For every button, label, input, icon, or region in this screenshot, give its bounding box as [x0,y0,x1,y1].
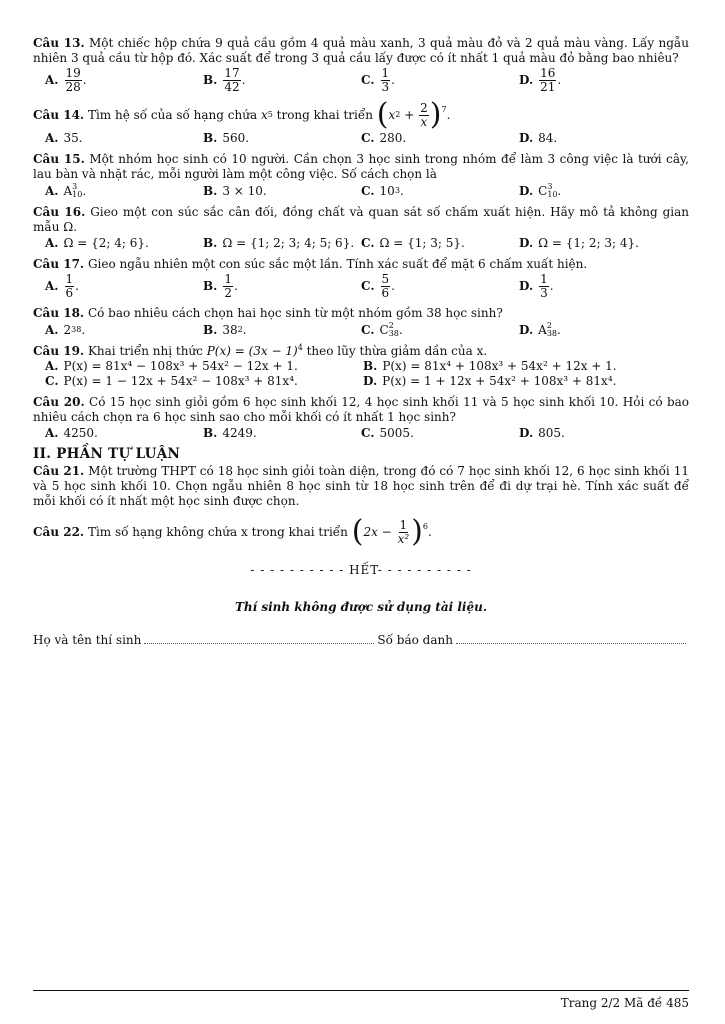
option-b[interactable]: B. $\frac{17}{42}$ . [203,66,246,94]
option-b[interactable]: B. 560. [203,131,250,145]
options [33,131,689,146]
question-text: Tìm hệ số của số hạng chứa [87,107,258,122]
question-17 [33,257,689,300]
question-14: Câu 14. Tìm hệ số của số hạng chứa x 5 trong khai triển ( x 2 + $\frac{2}{x}$ ) 7 . A. 35. B. 560. C. 280. D. 84. [33,100,689,146]
question-number: Câu 22. [33,524,85,539]
option-c[interactable]: C. 10 3 . [361,183,404,198]
section-heading: II. PHẦN TỰ LUẬN [33,446,181,462]
option-c[interactable]: C. 280. [361,131,407,145]
question-18 [33,306,689,338]
option-c[interactable]: C. 5005. [361,426,414,440]
question-number: Câu 14. [33,107,85,122]
question-number: Câu 17. [33,257,85,271]
option-a[interactable]: A. $\frac{19}{28}$ . [45,66,87,94]
options [33,359,689,389]
options [33,322,689,338]
question-21 [33,464,689,509]
option-c[interactable]: C. Ω = {1; 3; 5}. [361,236,465,250]
option-b[interactable]: B. 38 2 . [203,322,247,337]
question-text: Một trường THPT có 18 học sinh giỏi toàn diện, trong đó có 7 học sinh khối 12, 6 học sinh khối 11 và 5 học sinh khối 10. Chọn ngẫu nhiên 8 học sinh từ 18 học sinh trên để đi dự trại hè. Tính xác suất để mỗi khối có ít nhất một học sinh được chọn. [33,464,689,508]
binomial-expression: ( 2x − $\frac{1}{\text{x²}}$ ) 6 . [351,514,432,549]
fraction: $\frac{1}{3}$ [381,66,390,94]
option-d[interactable]: D. Ω = {1; 2; 3; 4}. [519,236,639,250]
question-number: Câu 15. [33,152,85,166]
id-label: Số báo danh [377,633,453,647]
option-d[interactable]: D. $\frac{1}{3}$ . [519,272,554,300]
question-number: Câu 16. [33,205,86,219]
exam-note: Thí sinh không được sử dụng tài liệu. [234,600,488,614]
question-number: Câu 18. [33,306,85,320]
candidate-info [33,633,689,648]
question-number: Câu 13. [33,36,85,50]
option-c[interactable]: C. $\frac{1}{3}$ . [361,66,395,94]
fraction: $\frac{16}{21}$ [540,66,556,94]
question-text: Có bao nhiêu cách chọn hai học sinh từ một nhóm gồm 38 học sinh? [87,306,503,320]
option-a[interactable]: A. A 3 10 . [45,182,87,199]
option-c[interactable]: C. $\frac{5}{6}$ . [361,272,395,300]
option-d[interactable]: D. A 2 38 . [519,321,561,338]
options [33,273,689,300]
option-c[interactable]: C. P(x) = 1 − 12x + 54x² − 108x³ + 81x⁴. [45,374,298,388]
question-22 [33,514,689,549]
question-19: Câu 19. Khai triển nhị thức $P(x) = (3x - 1)^4$ theo lũy thừa giảm dần của x. A. P(x) = 81x⁴ − 108x³ + 54x² − 12x + 1. B. P(x) = 81x⁴ + 108x³ + 54x² + 12x + 1. C. P(x) = 1 − 12x + 54x² − 108x³ + 81x⁴. D. P(x) = 1 + 12x + 54x² + 108x³ + 81x⁴. [33,344,689,389]
question-text: Tìm số hạng không chứa x trong khai triển [87,524,348,539]
option-d[interactable]: D. P(x) = 1 + 12x + 54x² + 108x³ + 81x⁴. [363,374,617,388]
question-text: Gieo ngẫu nhiên một con súc sắc một lần. Tính xác suất để mặt 6 chấm xuất hiện. [87,257,588,271]
option-d[interactable]: D. 805. [519,426,565,440]
question-text: Gieo một con súc sắc cân đối, đồng chất và quan sát số chấm xuất hiện. Hãy mô tả không gian mẫu Ω. [33,205,689,234]
option-b[interactable]: B. Ω = {1; 2; 3; 4; 5; 6}. [203,236,355,250]
option-a[interactable]: A. 35. [45,131,83,145]
option-a[interactable]: A. P(x) = 81x⁴ − 108x³ + 54x² − 12x + 1. [45,359,298,373]
options [33,67,689,94]
option-a[interactable]: A. 4250. [45,426,98,440]
exam-page [33,36,689,648]
option-a[interactable]: A. $\frac{1}{6}$ . [45,272,79,300]
fraction: $\frac{19}{28}$ [65,66,81,94]
question-20 [33,395,689,441]
footer-rule [33,990,689,991]
option-a[interactable]: A. 2 38 . [45,322,86,337]
name-field[interactable] [144,633,374,644]
question-number: Câu 19. [33,344,85,358]
option-d[interactable]: D. $\frac{16}{21}$ . [519,66,562,94]
end-marker: - - - - - - - - - - HẾT- - - - - - - - - - [250,563,472,577]
question-text: Có 15 học sinh giỏi gồm 6 học sinh khối 12, 4 học sinh khối 11 và 5 học sinh khối 10. Hỏi có bao nhiêu cách chọn ra 6 học sinh sao cho mỗi khối có ít nhất 1 học sinh? [33,395,690,424]
option-b[interactable]: B. 4249. [203,426,257,440]
options [33,183,689,199]
question-number: Câu 21. [33,464,85,478]
option-b[interactable]: B. 3 × 10. [203,183,267,198]
question-13 [33,36,689,94]
option-d[interactable]: D. 84. [519,131,558,145]
options [33,236,689,251]
question-number: Câu 20. [33,395,85,409]
options [33,426,689,441]
question-text: Một nhóm học sinh có 10 người. Cần chọn 3 học sinh trong nhóm để làm 3 công việc là tưới cây, lau bàn và nhặt rác, mỗi người làm một công việc. Số cách chọn là [33,152,689,181]
option-b[interactable]: B. $\frac{1}{2}$ . [203,272,238,300]
question-16 [33,205,689,251]
id-field[interactable] [456,633,686,644]
page-footer: Trang 2/2 Mã đề 485 [560,996,689,1010]
question-text: Một chiếc hộp chứa 9 quả cầu gồm 4 quả màu xanh, 3 quả màu đỏ và 2 quả màu vàng. Lấy ngẫu nhiên 3 quả cầu từ hộp đó. Xác suất để trong 3 quả cầu lấy được có ít nhất 1 quả màu đỏ bằng bao nhiêu? [33,36,689,65]
option-b[interactable]: B. P(x) = 81x⁴ + 108x³ + 54x² + 12x + 1. [363,359,617,373]
fraction: $\frac{17}{42}$ [224,66,240,94]
name-label: Họ và tên thí sinh [33,633,142,647]
option-a[interactable]: A. Ω = {2; 4; 6}. [45,236,149,250]
binomial-expression: ( x 2 + $\frac{2}{x}$ ) 7 . [376,97,451,132]
option-c[interactable]: C. C 2 38 . [361,321,403,338]
option-d[interactable]: D. C 3 10 . [519,182,562,199]
question-15 [33,152,689,199]
